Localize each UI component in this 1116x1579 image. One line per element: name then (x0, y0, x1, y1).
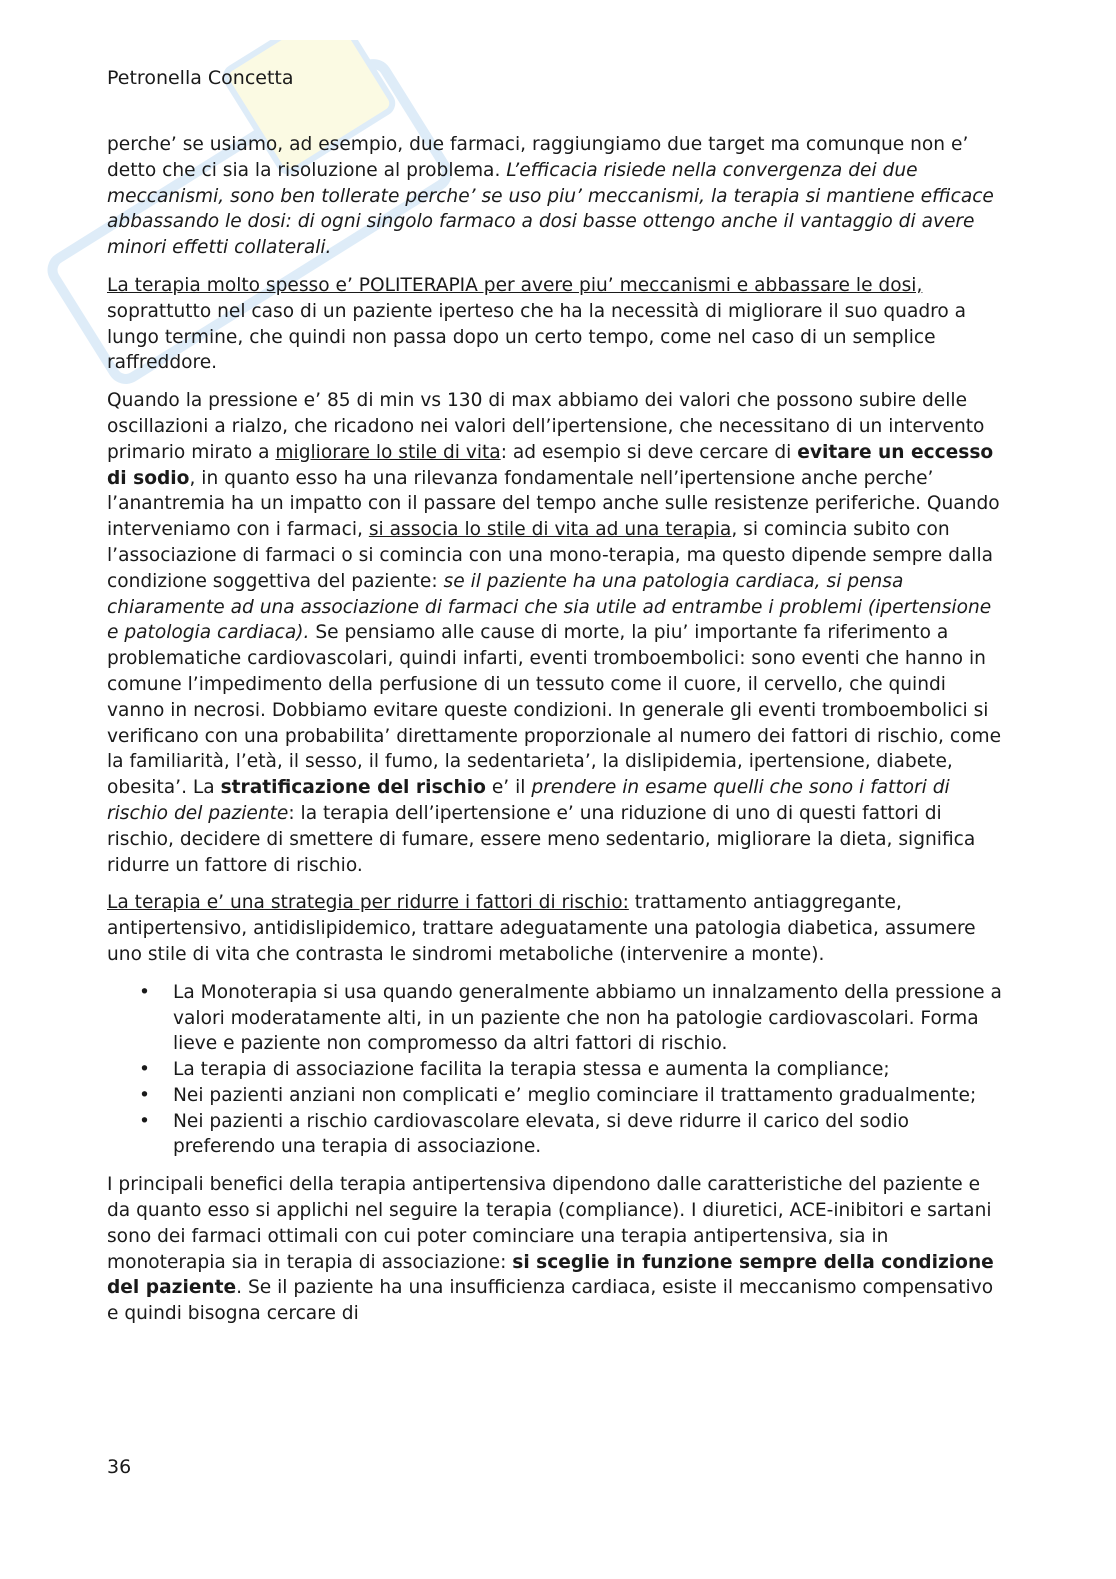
text-run: trattamento antiaggregante, antipertensivo, antidislipidemico, trattare adeguatamente una patologia diabetica, assumere uno stile di vita che contrasta le sindromi metaboliche (intervenire a monte). (107, 892, 976, 965)
closing-paragraph (107, 1172, 1007, 1327)
text-run: : ad esempio si deve cercare di (500, 441, 798, 463)
paragraph-1 (107, 132, 1007, 261)
bold-text-run: evitare un eccesso di sodio (107, 441, 994, 489)
text-run: Quando la pressione e’ 85 di min vs 130 di max abbiamo dei valori che possono subire delle oscillazioni a rialzo, che ricadono nei valori dell’ipertensione, che necessitano di un intervento primario mirato a (107, 390, 985, 463)
page-header-author: Petronella Concetta (107, 67, 294, 89)
text-run: perche’ se usiamo, ad esempio, due farmaci, raggiungiamo due target ma comunque non e’ detto che ci sia la risoluzione al problema. (107, 134, 969, 181)
bold-text-run: si sceglie in funzione sempre della condizione del paziente (107, 1251, 994, 1299)
italic-text-run: prendere in esame quelli che sono i fattori di rischio del paziente (107, 777, 950, 824)
italic-text-run: se il paziente ha una patologia cardiaca, si pensa chiaramente ad una associazione di farmaci che sia utile ad entrambe i problemi (ipertensione e patologia cardiaca). (107, 570, 992, 644)
list-item: • La Monoterapia si usa quando generalmente abbiamo un innalzamento della pressione a valori moderatamente alti, in un paziente che non ha patologie cardiovascolari. Forma lieve e paziente non compromesso da altri fattori di rischio. (173, 980, 1007, 1057)
bold-text-run: stratificazione del rischio (220, 777, 486, 799)
bullet-list (107, 980, 1007, 1161)
italic-text-run: L’efficacia risiede nella convergenza dei due meccanismi, sono ben tollerate perche’ se uso piu’ meccanismi, la terapia si mantiene efficace abbassando le dosi: di ogni singolo farmaco a dosi basse ottengo anche il vantaggio di avere minori effetti collaterali. (107, 159, 994, 259)
paragraph-2 (107, 273, 1007, 376)
list-item: • La terapia di associazione facilita la terapia stessa e aumenta la compliance; (173, 1057, 1007, 1083)
text-run: soprattutto nel caso di un paziente iperteso che ha la necessità di migliorare il suo quadro a lungo termine, che quindi non passa dopo un certo tempo, come nel caso di un semplice raffreddore. (107, 300, 967, 374)
text-run: , in quanto esso ha una rilevanza fondamentale nell’ipertensione anche perche’ l’anantremia ha un impatto con il passare del tempo anche sulle resistenze periferiche. Quando interveniamo con i farmaci, (107, 467, 1000, 541)
paragraph-4 (107, 890, 1007, 967)
underlined-text-run: La terapia e’ una strategia per ridurre i fattori di rischio: (107, 892, 629, 914)
text-run: , si comincia subito con l’associazione di farmaci o si comincia con una mono-terapia, ma questo dipende sempre dalla condizione soggettiva del paziente: (107, 519, 994, 592)
text-run: e’ il (485, 777, 532, 799)
paragraph-3 (107, 388, 1007, 878)
text-run: . Se il paziente ha una insufficienza cardiaca, esiste il meccanismo compensativo e quindi bisogna cercare di (107, 1277, 994, 1325)
page-number: 36 (107, 1456, 132, 1478)
text-run: I principali benefici della terapia antipertensiva dipendono dalle caratteristiche del paziente e da quanto esso si applichi nel seguire la terapia (compliance). I diuretici, ACE-inibitori e sartani sono dei farmaci ottimali con cui poter cominciare una terapia antipertensiva, sia in monoterapia sia in terapia di associazione: (107, 1174, 992, 1273)
underlined-text-run: La terapia molto spesso e’ POLITERAPIA per avere piu’ meccanismi e abbassare le dosi, (107, 274, 923, 296)
text-run: : la terapia dell’ipertensione e’ una riduzione di uno di questi fattori di rischio, decidere di smettere di fumare, essere meno sedentario, migliorare la dieta, significa ridurre un fattore di rischio. (107, 802, 976, 876)
text-run: Se pensiamo alle cause di morte, la piu’ importante fa riferimento a problematiche cardiovascolari, quindi infarti, eventi tromboembolici: sono eventi che hanno in comune l’impedimento della perfusione di un tessuto come il cuore, il cervello, che quindi vanno in necrosi. Dobbiamo evitare queste condizioni. In generale gli eventi tromboembolici si verificano con una probabilita’ direttamente proporzionale al numero dei fattori di rischio, come la familiarità, l’età, il sesso, il fumo, la sedentarieta’, la dislipidemia, ipertensione, diabete, obesita’. La (107, 622, 1002, 799)
underlined-text-run: migliorare lo stile di vita (275, 441, 501, 463)
list-item: • Nei pazienti anziani non complicati e’ meglio cominciare il trattamento gradualmente; (173, 1083, 1007, 1109)
list-item: • Nei pazienti a rischio cardiovascolare elevata, si deve ridurre il carico del sodio preferendo una terapia di associazione. (173, 1109, 1007, 1161)
document-body (107, 132, 1007, 1339)
underlined-text-run: si associa lo stile di vita ad una terapia (368, 519, 732, 541)
